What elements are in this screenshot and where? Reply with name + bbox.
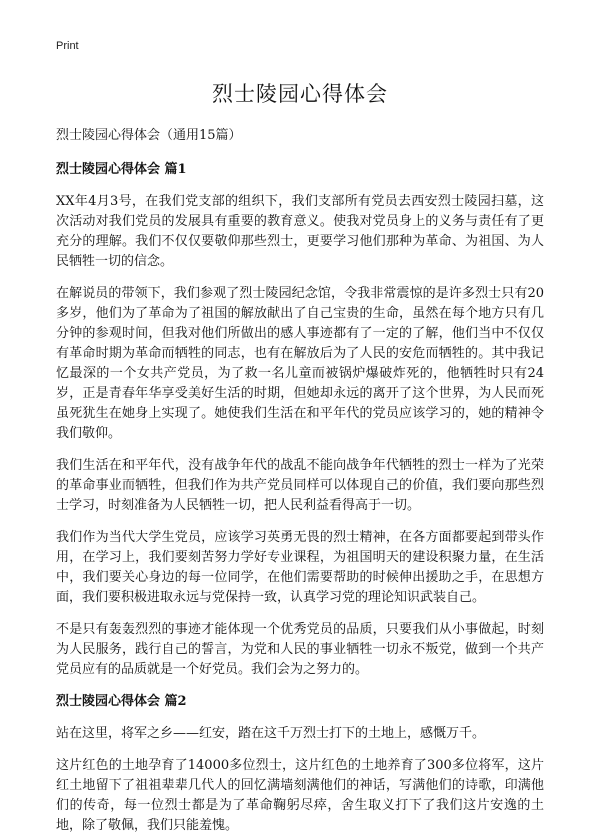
paragraph: 这片红色的土地孕育了14000多位烈士，这片红色的土地养育了300多位将军，这片红土地留下了祖祖辈辈几代人的回忆满墙刻满他们的神话，写满他们的诗歌，印满他们的传奇，每一位烈士都是为了革命鞠躬尽瘁，舍生取义打下了我们这片安逸的土地，除了敬佩，我们只能羞愧。 bbox=[56, 758, 544, 833]
paragraph: XX年4月3号，在我们党支部的组织下，我们支部所有党员去西安烈士陵园扫墓，这次活动对我们党员的发展具有重要的教育意义。使我对党员身上的义务与责任有了更充分的理解。我们不仅仅要敬仰那些烈士，更要学习他们那种为革命、为祖国、为人民牺牲一切的信念。 bbox=[56, 194, 544, 269]
print-link[interactable]: Print bbox=[56, 40, 79, 52]
document-subtitle: 烈士陵园心得体会（通用15篇） bbox=[56, 128, 242, 143]
document-title: 烈士陵园心得体会 bbox=[212, 82, 388, 106]
section-heading-2: 烈士陵园心得体会 篇2 bbox=[56, 694, 187, 709]
section-heading-1: 烈士陵园心得体会 篇1 bbox=[56, 162, 187, 177]
paragraph: 我们作为当代大学生党员，应该学习英勇无畏的烈士精神，在各方面都要起到带头作用，在学习上，我们要刻苦努力学好专业课程，为祖国明天的建设积聚力量，在生活中，我们要关心身边的每一位同学，在他们需要帮助的时候伸出援助之手，在思想方面，我们要积极进取永远与党保持一致，认真学习党的理论知识武装自己。 bbox=[56, 530, 544, 605]
paragraph: 在解说员的带领下，我们参观了烈士陵园纪念馆，令我非常震惊的是许多烈士只有20多岁，他们为了革命为了祖国的解放献出了自己宝贵的生命，虽然在每个地方只有几分钟的参观时间，但我对他们所做出的感人事迹都有了一定的了解，他们当中不仅仅有革命时期为革命而牺牲的同志，也有在解放后为了人民的安危而牺牲的。其中我记忆最深的一个女共产党员，为了救一名儿童而被锅炉爆破炸死的，他牺牲时只有24岁，正是青春年华享受美好生活的时期，但她却永远的离开了这个世界，为人民而死虽死犹生在她身上实现了。她使我们生活在和平年代的党员应该学习的，她的精神令我们敬仰。 bbox=[56, 286, 544, 441]
paragraph: 站在这里，将军之乡——红安，踏在这千万烈士打下的土地上，感慨万千。 bbox=[56, 726, 486, 741]
paragraph: 我们生活在和平年代，没有战争年代的战乱不能向战争年代牺牲的烈士一样为了光荣的革命事业而牺牲，但我们作为共产党员同样可以体现自己的价值，我们要向那些烈士学习，时刻准备为人民牺牲一切，把人民利益看得高于一切。 bbox=[56, 458, 544, 513]
paragraph: 不是只有轰轰烈烈的事迹才能体现一个优秀党员的品质，只要我们从小事做起，时刻为人民服务，践行自己的誓言，为党和人民的事业牺牲一切永不叛党，做到一个共产党员应有的品质就是一个好党员。我们会为之努力的。 bbox=[56, 622, 544, 677]
